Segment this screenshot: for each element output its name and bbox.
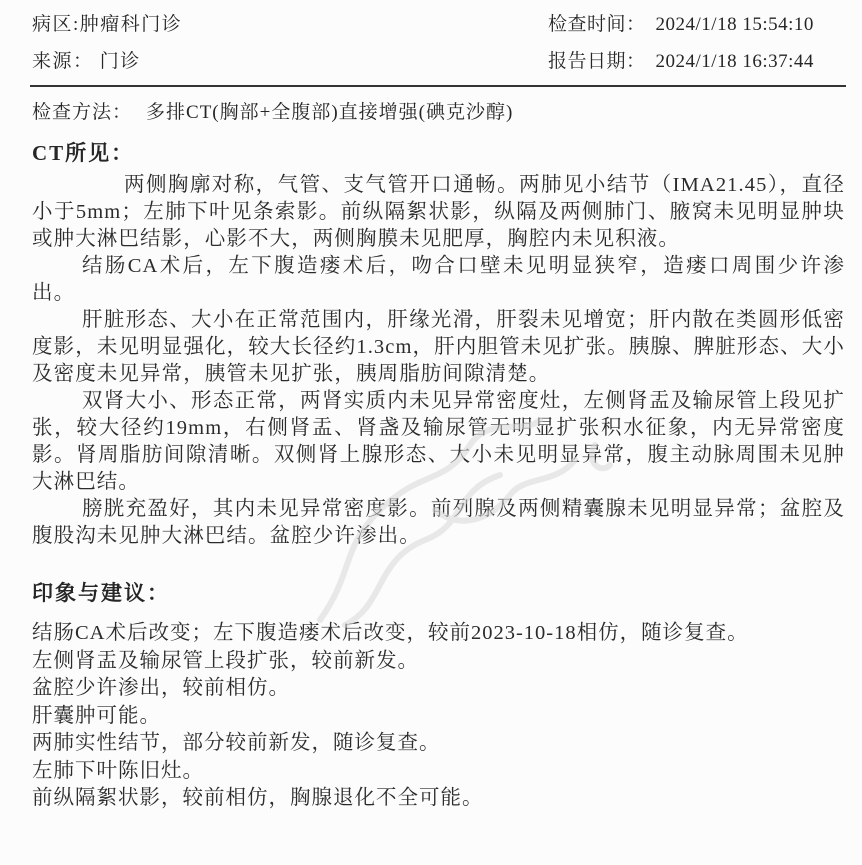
impression-line-2: 左侧肾盂及输尿管上段扩张，较前新发。 [32, 649, 419, 672]
impression-body [0, 620, 862, 813]
header-row-2 [0, 46, 862, 73]
impression-line-6: 左肺下叶陈旧灶。 [32, 759, 204, 782]
ward-label: 病区: [32, 14, 80, 35]
source-label: 来源： [32, 51, 94, 72]
method-value: 多排CT(胸部+全腹部)直接增强(碘克沙醇) [146, 102, 514, 123]
finding-paragraph-kidney: 双肾大小、形态正常，两肾实质内未见异常密度灶，左侧肾盂及输尿管上段见扩张，较大径约19mm，右侧肾盂、肾盏及输尿管无明显扩张积水征象，内无异常密度影。肾周脂肪间隙清晰。双侧肾上腺形态、大小未见明显异常，腹主动脉周围未见肿大淋巴结。 [32, 390, 845, 493]
ward-value: 肿瘤科门诊 [79, 14, 183, 35]
method-field [0, 87, 862, 124]
report-date-value: 2024/1/18 16:37:44 [655, 51, 814, 72]
method-label: 检查方法： [32, 102, 133, 123]
exam-time-field [548, 9, 845, 36]
impression-line-7: 前纵隔絮状影，较前相仿，胸腺退化不全可能。 [32, 787, 484, 809]
report-date-field [548, 46, 845, 73]
source-field [32, 46, 141, 73]
header-row-1 [0, 0, 862, 36]
finding-paragraph-colon: 结肠CA术后，左下腹造瘘术后，吻合口壁未见明显狭窄，造瘘口周围少许渗出。 [32, 255, 845, 304]
exam-time-label: 检查时间： [548, 14, 646, 35]
impression-line-5: 两肺实性结节，部分较前新发，随诊复查。 [32, 732, 441, 754]
impression-line-4: 肝囊肿可能。 [32, 704, 161, 727]
impression-section-title: 印象与建议： [32, 581, 170, 605]
finding-paragraph-bladder: 膀胱充盈好，其内未见异常密度影。前列腺及两侧精囊腺未见明显异常；盆腔及腹股沟未见肿大淋巴结。盆腔少许渗出。 [32, 498, 845, 547]
finding-paragraph-chest: 两侧胸廓对称，气管、支气管开口通畅。两肺见小结节（IMA21.45），直径小于5mm；左肺下叶见条索影。前纵隔絮状影，纵隔及两侧肺门、腋窝未见明显肿块或肿大淋巴结影，心影不大，两侧胸膜未见肥厚，胸腔内未见积液。 [32, 174, 845, 250]
findings-section-title: CT所见： [32, 141, 135, 165]
findings-body [0, 172, 862, 550]
exam-time-value: 2024/1/18 15:54:10 [655, 14, 814, 35]
impression-line-3: 盆腔少许渗出，较前相仿。 [32, 677, 290, 699]
report-date-label: 报告日期： [548, 51, 646, 72]
source-value: 门诊 [99, 51, 141, 72]
finding-paragraph-liver: 肝脏形态、大小在正常范围内，肝缘光滑，肝裂未见增宽；肝内散在类圆形低密度影，未见明显强化，较大长径约1.3cm，肝内胆管未见扩张。胰腺、脾脏形态、大小及密度未见异常，胰管未见扩张，胰周脂肪间隙清楚。 [32, 309, 845, 385]
impression-line-1: 结肠CA术后改变；左下腹造瘘术后改变，较前2023-10-18相仿，随诊复查。 [32, 622, 749, 644]
ward-field [32, 9, 182, 36]
